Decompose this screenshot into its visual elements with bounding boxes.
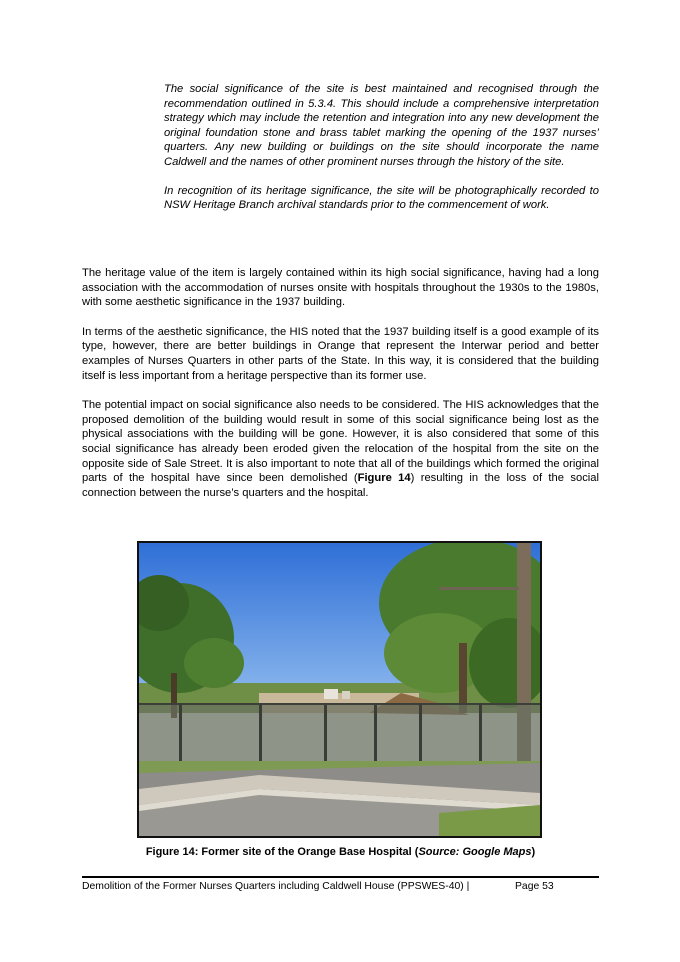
body-paragraph: The heritage value of the item is largely contained within its high social significance, having had a long association with the accommodation of nurses onsite with hospitals throughout the 1930s to the 1980s, with some aesthetic significance in the 1937 building. <box>82 267 599 309</box>
body-text <box>82 266 599 515</box>
site-photo <box>137 541 542 838</box>
footer-divider <box>82 876 599 878</box>
page-number: Page 53 <box>515 881 554 892</box>
body-paragraph: In terms of the aesthetic significance, the HIS noted that the 1937 building itself is a good example of its type, however, there are better buildings in Orange that represent the Interwar period and better examples of Nurses Quarters in other parts of the State. In this way, it is considered that the building itself is less important from a heritage perspective than its former use. <box>82 325 599 382</box>
caption-close: ) <box>531 846 536 858</box>
quote-paragraph: In recognition of its heritage significance, the site will be photographically recorded to NSW Heritage Branch archival standards prior to the commencement of work. <box>164 184 599 212</box>
caption-source: Source: Google Maps <box>418 846 532 858</box>
caption-label: Figure 14: Former site of the Orange Base Hospital ( <box>145 846 419 858</box>
page-footer <box>82 881 599 892</box>
figure-caption <box>82 846 599 858</box>
site-photo-illustration <box>139 543 540 836</box>
footer-title: Demolition of the Former Nurses Quarters including Caldwell House (PPSWES-40) | <box>82 881 470 892</box>
body-text-run: ) resulting in the loss of the social connection between the nurse’s quarters and the hospital. <box>82 472 599 500</box>
figure-reference: Figure 14 <box>357 472 411 485</box>
body-paragraph <box>82 398 599 501</box>
quote-paragraph: The social significance of the site is best maintained and recognised through the recommendation outlined in 5.3.4. This should include a comprehensive interpretation strategy which may include the retention and integration into any new development the original foundation stone and brass tablet marking the opening of the 1937 nurses’ quarters. Any new building or buildings on the site should incorporate the name Caldwell and the names of other prominent nurses through the history of the site. <box>164 83 599 168</box>
recommendation-quote <box>164 82 599 227</box>
body-text-run: The potential impact on social significance also needs to be considered. The HIS acknowledges that the proposed demolition of the building would result in some of this social significance being lost as the physical associations with the building will be gone. However, it is also considered that some of this social significance has already been eroded given the relocation of the hospital from the site on the opposite side of Sale Street. It is also important to note that all of the buildings which formed the original parts of the hospital have since been demolished ( <box>82 398 599 485</box>
